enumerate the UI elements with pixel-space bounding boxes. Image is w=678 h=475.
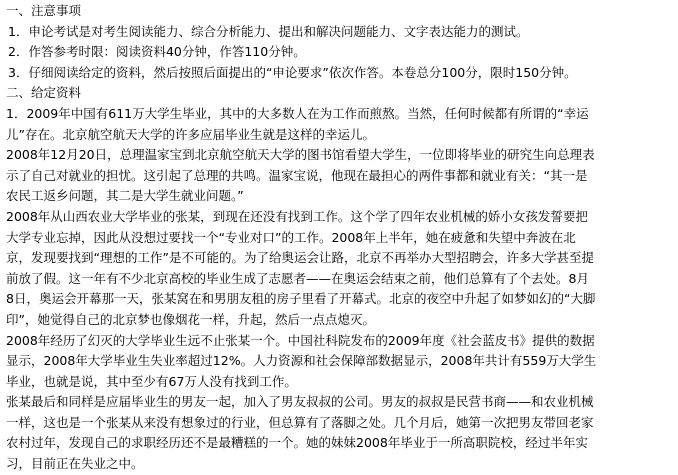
material-line: 京，发现要找到“理想的工作”是不可能的。为了给奥运会让路，北京不再举办大型招聘会，许多大学甚至提 <box>6 250 594 266</box>
material-line: 大学专业忘掉，因此从没想过要找一个“专业对口”的工作。2008年上半年，她在疲惫和失望中奔波在北 <box>6 229 576 245</box>
material-line: 农民工返乡问题，其二是大学生就业问题。” <box>6 188 244 204</box>
material-line: 习，目前正在失业之中。 <box>6 456 144 472</box>
section-heading-notes: 一、注意事项 <box>6 3 82 18</box>
material-line: 2008年经历了幻灭的大学毕业生远不止张某一个。中国社科院发布的2009年度《社会蓝皮书》提供的数据 <box>6 332 595 348</box>
material-line: 显示，2008年大学毕业生失业率超过12%。人力资源和社会保障部数据显示，2008年共计有559万大学生 <box>6 353 597 369</box>
material-line: 毕业，也就是说，其中至少有67万人没有找到工作。 <box>6 373 297 389</box>
notice-item-2: 2．作答参考时限：阅读资料40分钟，作答110分钟。 <box>8 44 306 60</box>
material-line: 前放了假。这一年有不少北京高校的毕业生成了志愿者——在奥运会结束之前，他们总算有了个去处。8月 <box>6 270 589 286</box>
material-line: 张某最后和同样是应届毕业生的男友一起，加入了男友叔叔的公司。男友的叔叔是民营书商——和农业机械 <box>6 394 594 410</box>
material-line: 2008年12月20日，总理温家宝到北京航空航天大学的图书馆看望大学生，一位即将毕业的研究生向总理表 <box>6 147 595 163</box>
material-line: 2008年从山西农业大学毕业的张某，到现在还没有找到工作。这个学了四年农业机械的娇小女孩发誓要把 <box>6 208 588 224</box>
material-line: 8日，奥运会开幕那一天，张某窝在和男朋友租的房子里看了开幕式。北京的夜空中升起了如梦如幻的“大脚 <box>6 291 596 307</box>
notice-item-3: 3．仔细阅读给定的资料，然后按照后面提出的“申论要求”依次作答。本卷总分100分，限时150分钟。 <box>8 64 577 80</box>
material-line: 一样，这也是一个张某从来没有想象过的行业，但总算有了落脚之处。几个月后，她第一次把男友带回老家 <box>6 414 594 430</box>
material-line: 农村过年，发现自己的求职经历还不是最糟糕的一个。她的妹妹2008年毕业于一所高职院校，经过半年实 <box>6 435 588 451</box>
material-line: 1．2009年中国有611万大学生毕业，其中的大多数人在为工作而煎熬。当然，任何时候都有所谓的“幸运 <box>6 105 589 121</box>
notice-item-1: 1．申论考试是对考生阅读能力、综合分析能力、提出和解决问题能力、文字表达能力的测试。 <box>8 23 529 39</box>
material-line: 印”，她觉得自己的北京梦也像烟花一样，升起，然后一点点熄灭。 <box>6 311 375 327</box>
material-line: 示了自己对就业的担忧。这引起了总理的共鸣。温家宝说，他现在最担心的两件事都和就业有关：“其一是 <box>6 167 588 183</box>
section-heading-materials: 二、给定资料 <box>6 85 82 101</box>
material-line: 儿”存在。北京航空航天大学的许多应届毕业生就是这样的幸运儿。 <box>6 126 375 142</box>
